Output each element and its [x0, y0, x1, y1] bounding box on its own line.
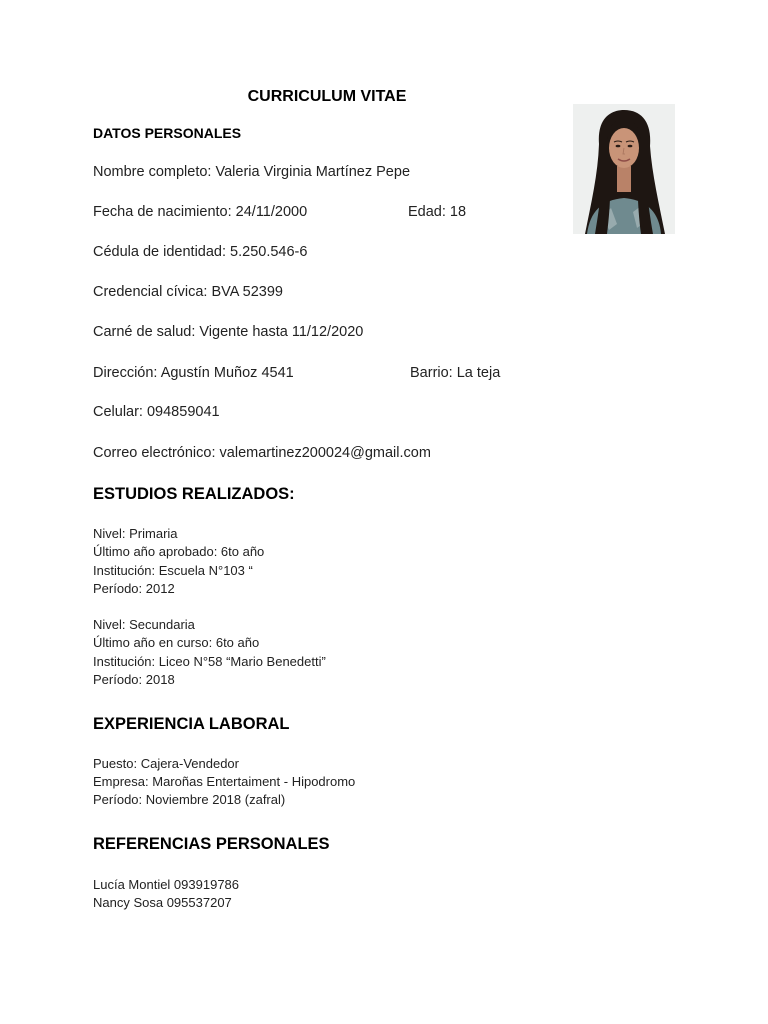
health-card: Carné de salud: Vigente hasta 11/12/2020: [93, 324, 364, 340]
full-name: Nombre completo: Valeria Virginia Martínez Pepe: [93, 164, 411, 180]
secondary-period: Período: 2018: [93, 672, 175, 687]
secondary-last-year: Último año en curso: 6to año: [93, 635, 260, 650]
personal-data-heading: DATOS PERSONALES: [93, 125, 242, 141]
reference-item: Nancy Sosa 095537207: [93, 895, 232, 910]
age: Edad: 18: [408, 204, 467, 220]
birth-date: Fecha de nacimiento: 24/11/2000: [93, 204, 308, 220]
primary-level: Nivel: Primaria: [93, 526, 178, 541]
references-heading: REFERENCIAS PERSONALES: [93, 835, 330, 853]
profile-photo: [573, 104, 675, 234]
primary-last-year: Último año aprobado: 6to año: [93, 544, 265, 559]
neighborhood: Barrio: La teja: [410, 365, 501, 381]
email: Correo electrónico: valemartinez200024@gmail.com: [93, 445, 431, 461]
document-title: CURRICULUM VITAE: [247, 88, 407, 105]
experience-period: Período: Noviembre 2018 (zafral): [93, 792, 286, 807]
portrait-photo-icon: [573, 104, 675, 234]
phone: Celular: 094859041: [93, 404, 220, 420]
experience-heading: EXPERIENCIA LABORAL: [93, 715, 290, 733]
address: Dirección: Agustín Muñoz 4541: [93, 365, 294, 381]
experience-position: Puesto: Cajera-Vendedor: [93, 756, 239, 771]
civic-credential: Credencial cívica: BVA 52399: [93, 284, 283, 300]
primary-period: Período: 2012: [93, 581, 175, 596]
studies-heading: ESTUDIOS REALIZADOS:: [93, 485, 295, 503]
secondary-institution: Institución: Liceo N°58 “Mario Benedetti”: [93, 654, 326, 669]
experience-company: Empresa: Maroñas Entertaiment - Hipodromo: [93, 774, 356, 789]
reference-item: Lucía Montiel 093919786: [93, 877, 240, 892]
secondary-level: Nivel: Secundaria: [93, 617, 195, 632]
id-card: Cédula de identidad: 5.250.546-6: [93, 244, 308, 260]
primary-institution: Institución: Escuela N°103 “: [93, 563, 253, 578]
